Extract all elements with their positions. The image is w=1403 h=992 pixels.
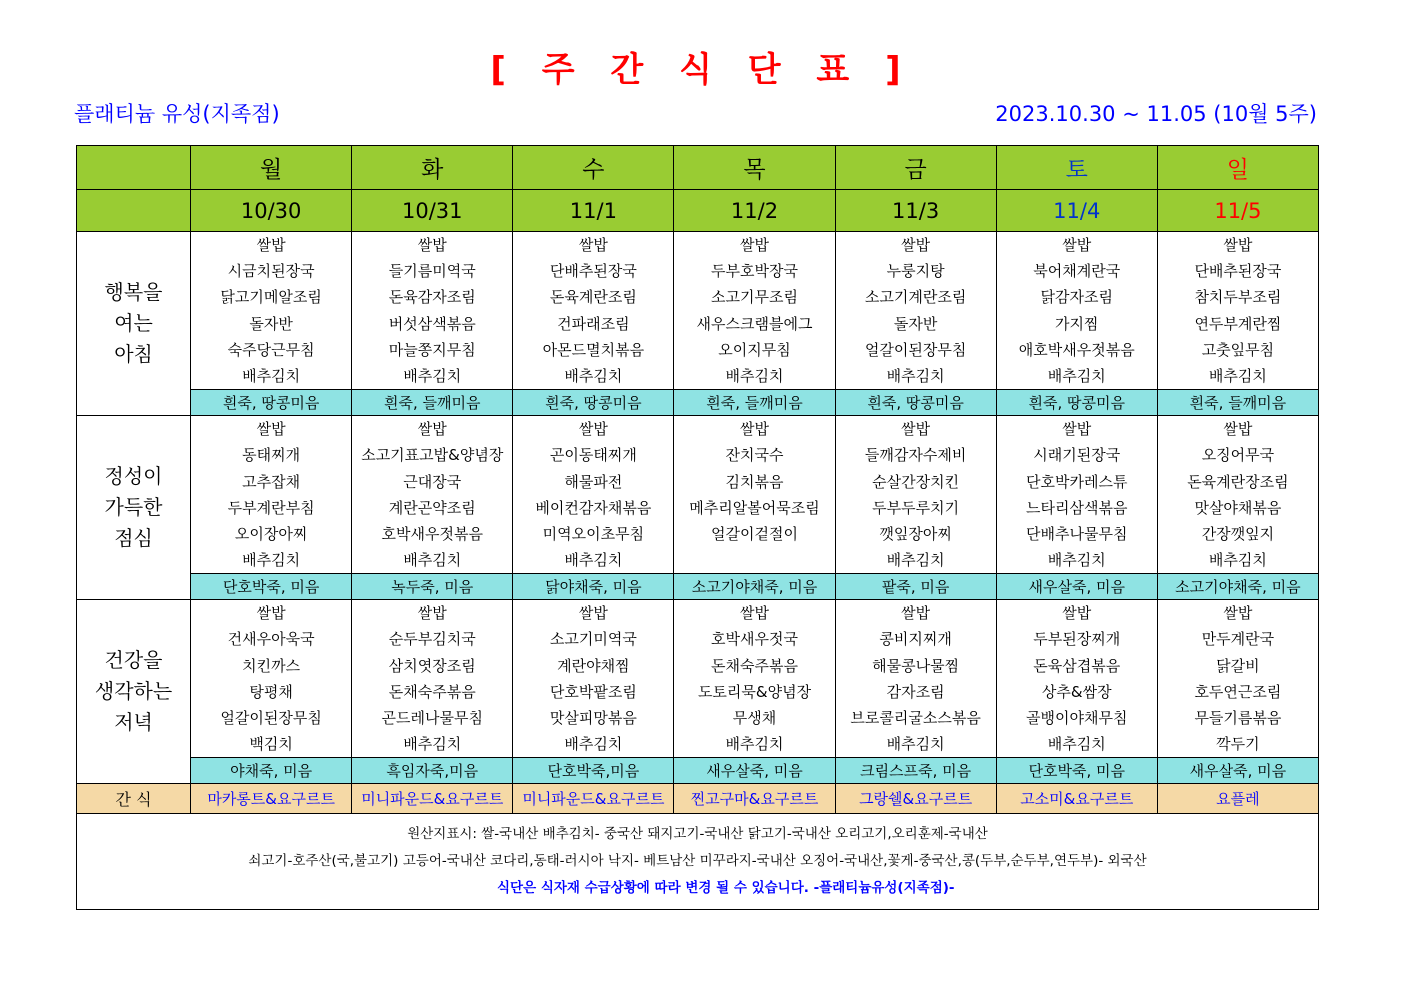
menu-item: 북어채계란국 xyxy=(1033,262,1121,281)
menu-item: 쌀밥 xyxy=(901,236,931,254)
snack-cell: 미니파운드&요구르트 xyxy=(352,784,513,814)
page-title: [ 주 간 식 단 표 ] xyxy=(490,50,913,90)
menu-cell xyxy=(996,600,1157,758)
menu-item: 오징어무국 xyxy=(1201,446,1275,465)
date-fri: 11/3 xyxy=(835,190,996,232)
meal-label-lunch xyxy=(77,416,191,600)
menu-item: 배추김치 xyxy=(564,735,623,754)
meal-row-lunch xyxy=(77,416,1319,574)
porridge-cell: 흰죽, 땅콩미음 xyxy=(996,390,1157,416)
snack-cell: 찐고구마&요구르트 xyxy=(674,784,835,814)
menu-item: 계란야채찜 xyxy=(557,656,630,675)
menu-item: 배추김치 xyxy=(564,551,623,570)
menu-item: 두부호박장국 xyxy=(711,262,798,281)
menu-item: 들기름미역국 xyxy=(388,262,476,281)
menu-item: 두부계란부침 xyxy=(227,498,315,517)
menu-item: 쌀밥 xyxy=(1062,604,1092,623)
menu-item: 버섯삼색볶음 xyxy=(388,314,476,333)
menu-item: 돈육계란장조림 xyxy=(1187,472,1289,491)
menu-item: 깍두기 xyxy=(1216,735,1260,754)
porridge-cell: 단호박죽, 미음 xyxy=(996,758,1157,784)
date-corner-cell xyxy=(77,190,191,232)
porridge-cell: 흰죽, 땅콩미음 xyxy=(835,390,996,416)
menu-item: 닭감자조림 xyxy=(1040,288,1113,307)
menu-item: 깻잎장아찌 xyxy=(879,524,952,543)
menu-item: 고추잡채 xyxy=(242,472,301,491)
menu-item: 골뱅이야채무침 xyxy=(1026,709,1128,727)
menu-item: 쌀밥 xyxy=(417,236,447,254)
menu-item: 누룽지탕 xyxy=(886,262,945,281)
meal-label-line: 생각하는 xyxy=(94,679,173,704)
menu-item: 백김치 xyxy=(249,735,293,754)
menu-item: 얼갈이겉절이 xyxy=(711,524,798,543)
menu-item: 숙주당근무침 xyxy=(227,340,315,359)
menu-item: 감자조림 xyxy=(886,682,945,701)
menu-cell xyxy=(996,232,1157,390)
menu-cell xyxy=(996,416,1157,574)
menu-item: 쌀밥 xyxy=(417,420,447,439)
day-thu: 목 xyxy=(674,146,835,190)
meal-label-line: 점심 xyxy=(114,526,153,551)
meal-label-line: 건강을 xyxy=(104,648,163,673)
menu-item: 배추김치 xyxy=(403,551,462,570)
menu-cell xyxy=(674,232,835,390)
menu-item: 도토리묵&양념장 xyxy=(697,682,812,701)
porridge-cell: 단호박죽, 미음 xyxy=(191,574,352,600)
menu-item: 얼갈이된장무침 xyxy=(220,709,322,727)
date-tue: 10/31 xyxy=(352,190,513,232)
menu-item: 배추김치 xyxy=(564,366,623,385)
menu-item: 해물파전 xyxy=(564,472,623,491)
porridge-cell: 흰죽, 땅콩미음 xyxy=(513,390,674,416)
origin-notice-line: 원산지표시: 쌀-국내산 배추김치- 중국산 돼지고기-국내산 닭고기-국내산 오리고기,오리훈제-국내산 xyxy=(407,826,988,843)
menu-item: 근대장국 xyxy=(403,472,462,491)
menu-item: 쌀밥 xyxy=(901,420,931,439)
porridge-row-dinner xyxy=(77,758,1319,784)
snack-cell: 요플레 xyxy=(1157,784,1318,814)
meal-label-line: 저녁 xyxy=(114,710,153,735)
meal-label-line: 아침 xyxy=(114,342,153,367)
menu-item: 돈채숙주볶음 xyxy=(388,682,476,701)
menu-cell xyxy=(674,416,835,574)
menu-item: 소고기무조림 xyxy=(711,288,798,307)
day-fri: 금 xyxy=(835,146,996,190)
menu-item: 돌자반 xyxy=(893,314,938,333)
menu-item: 돈육삼겹볶음 xyxy=(1033,656,1121,675)
menu-item: 시금치된장국 xyxy=(227,262,315,281)
menu-item: 단배추된장국 xyxy=(1194,262,1282,281)
menu-item: 들깨감자수제비 xyxy=(864,446,967,465)
menu-item: 쌀밥 xyxy=(578,420,608,439)
day-mon: 월 xyxy=(191,146,352,190)
menu-cell xyxy=(191,600,352,758)
porridge-cell: 새우살죽, 미음 xyxy=(674,758,835,784)
menu-item: 배추김치 xyxy=(725,735,784,754)
menu-item: 배추김치 xyxy=(886,735,945,754)
menu-item: 무들기름볶음 xyxy=(1194,709,1282,727)
menu-item: 건파래조림 xyxy=(557,314,630,333)
menu-item: 참치두부조림 xyxy=(1194,288,1282,307)
menu-item: 쌀밥 xyxy=(256,236,286,254)
menu-item: 단호박카레스튜 xyxy=(1026,472,1128,491)
menu-item: 베이컨감자채볶음 xyxy=(535,498,652,517)
menu-item: 곤이동태찌개 xyxy=(549,446,637,465)
menu-cell xyxy=(191,416,352,574)
menu-item: 브로콜리굴소스볶음 xyxy=(850,709,981,727)
porridge-cell: 새우살죽, 미음 xyxy=(996,574,1157,600)
menu-cell xyxy=(674,600,835,758)
menu-item: 쌀밥 xyxy=(1223,236,1253,254)
menu-cell xyxy=(352,600,513,758)
menu-item: 배추김치 xyxy=(1047,366,1106,385)
menu-item: 소고기미역국 xyxy=(549,630,637,649)
menu-item: 돈채숙주볶음 xyxy=(711,656,798,675)
menu-item: 배추김치 xyxy=(242,366,301,385)
menu-item: 돈육감자조림 xyxy=(388,288,476,307)
porridge-cell: 야채죽, 미음 xyxy=(191,758,352,784)
menu-item: 탕평채 xyxy=(249,682,293,701)
porridge-cell: 팥죽, 미음 xyxy=(835,574,996,600)
menu-item: 쌀밥 xyxy=(578,236,608,254)
menu-item: 호두연근조림 xyxy=(1194,682,1282,701)
snack-cell: 마카롱트&요구르트 xyxy=(191,784,352,814)
menu-item: 닭고기메알조림 xyxy=(220,288,322,307)
menu-item: 순살간장치킨 xyxy=(872,472,960,491)
menu-item: 호박새우젓국 xyxy=(711,630,798,649)
snack-cell: 그랑쉘&요구르트 xyxy=(835,784,996,814)
menu-item: 배추김치 xyxy=(1208,551,1267,570)
menu-item: 가지찜 xyxy=(1055,314,1099,333)
menu-item: 두부두루치기 xyxy=(872,498,960,517)
meal-label-line: 가득한 xyxy=(104,495,163,520)
menu-item: 맛살피망볶음 xyxy=(549,709,637,727)
porridge-cell: 새우살죽, 미음 xyxy=(1157,758,1318,784)
menu-item: 쌀밥 xyxy=(578,604,608,623)
weekly-menu-table xyxy=(76,145,1319,910)
snack-label: 간 식 xyxy=(77,784,191,814)
meal-row-dinner xyxy=(77,600,1319,758)
porridge-row-lunch xyxy=(77,574,1319,600)
menu-item: 소고기계란조림 xyxy=(864,288,967,307)
menu-item xyxy=(674,547,834,573)
menu-cell xyxy=(352,232,513,390)
menu-item: 상추&쌈장 xyxy=(1041,682,1112,701)
menu-item: 배추김치 xyxy=(403,735,462,754)
porridge-row-breakfast xyxy=(77,390,1319,416)
menu-item: 쌀밥 xyxy=(901,604,931,623)
snack-row xyxy=(77,784,1319,814)
menu-item: 쌀밥 xyxy=(1062,420,1092,439)
day-sun: 일 xyxy=(1157,146,1318,190)
menu-item: 시래기된장국 xyxy=(1033,446,1121,465)
porridge-cell: 소고기야채죽, 미음 xyxy=(1157,574,1318,600)
menu-cell xyxy=(835,600,996,758)
menu-item: 느타리삼색볶음 xyxy=(1026,498,1128,517)
menu-item: 배추김치 xyxy=(1047,735,1106,754)
menu-item: 계란곤약조림 xyxy=(388,498,476,517)
menu-item: 배추김치 xyxy=(403,366,462,385)
porridge-cell: 흰죽, 땅콩미음 xyxy=(191,390,352,416)
menu-item: 쌀밥 xyxy=(740,604,769,623)
menu-item: 배추김치 xyxy=(1047,551,1106,570)
menu-cell xyxy=(513,232,674,390)
menu-cell xyxy=(513,600,674,758)
day-sat: 토 xyxy=(996,146,1157,190)
menu-item: 연두부계란찜 xyxy=(1194,314,1282,333)
menu-item: 김치볶음 xyxy=(725,472,784,491)
menu-item: 미역오이초무침 xyxy=(542,524,645,543)
menu-item: 호박새우젓볶음 xyxy=(381,524,483,543)
porridge-cell: 크림스프죽, 미음 xyxy=(835,758,996,784)
porridge-cell: 단호박죽,미음 xyxy=(513,758,674,784)
menu-item: 닭갈비 xyxy=(1216,656,1260,675)
menu-item: 배추김치 xyxy=(1208,366,1267,385)
day-header-row xyxy=(77,146,1319,190)
menu-item: 배추김치 xyxy=(886,551,945,570)
menu-item: 쌀밥 xyxy=(1223,420,1253,439)
date-wed: 11/1 xyxy=(513,190,674,232)
menu-item: 단배추나물무침 xyxy=(1026,524,1128,543)
menu-cell xyxy=(1157,600,1318,758)
menu-item: 아몬드멸치볶음 xyxy=(542,340,645,359)
meal-row-breakfast xyxy=(77,232,1319,390)
menu-item: 해물콩나물찜 xyxy=(872,656,960,675)
menu-item: 쌀밥 xyxy=(1062,236,1092,254)
menu-item: 배추김치 xyxy=(886,366,945,385)
meal-label-dinner xyxy=(77,600,191,784)
menu-item: 단호박팥조림 xyxy=(549,682,637,701)
snack-cell: 미니파운드&요구르트 xyxy=(513,784,674,814)
menu-item: 쌀밥 xyxy=(740,420,769,439)
meal-label-breakfast xyxy=(77,232,191,416)
menu-item: 맛살야채볶음 xyxy=(1194,498,1282,517)
porridge-cell: 소고기야채죽, 미음 xyxy=(674,574,835,600)
menu-item: 배추김치 xyxy=(242,551,301,570)
menu-cell xyxy=(1157,416,1318,574)
menu-item: 단배추된장국 xyxy=(549,262,637,281)
menu-cell xyxy=(191,232,352,390)
meal-label-line: 정성이 xyxy=(104,464,163,489)
date-sun: 11/5 xyxy=(1157,190,1318,232)
menu-item: 쌀밥 xyxy=(256,420,286,439)
menu-item: 두부된장찌개 xyxy=(1033,630,1121,649)
snack-cell: 고소미&요구르트 xyxy=(996,784,1157,814)
date-mon: 10/30 xyxy=(191,190,352,232)
porridge-cell: 흰죽, 들깨미음 xyxy=(1157,390,1318,416)
menu-cell xyxy=(1157,232,1318,390)
menu-item: 순두부김치국 xyxy=(388,630,476,649)
date-thu: 11/2 xyxy=(674,190,835,232)
menu-item: 오이지무침 xyxy=(718,340,791,359)
meal-label-line: 여는 xyxy=(114,311,153,336)
menu-item: 오이장아찌 xyxy=(234,524,308,543)
date-row xyxy=(77,190,1319,232)
notes-row xyxy=(77,814,1319,910)
branch-name: 플래티늄 유성(지족점) xyxy=(74,102,280,126)
menu-item: 배추김치 xyxy=(725,366,784,385)
menu-item: 애호박새우젓볶음 xyxy=(1018,340,1135,359)
menu-cell xyxy=(352,416,513,574)
menu-item: 쌀밥 xyxy=(740,236,769,254)
menu-item: 돈육계란조림 xyxy=(549,288,637,307)
menu-cell xyxy=(835,416,996,574)
porridge-cell: 닭야채죽, 미음 xyxy=(513,574,674,600)
meal-label-line: 행복을 xyxy=(104,280,163,305)
menu-item: 쌀밥 xyxy=(1223,604,1253,623)
porridge-cell: 흰죽, 들깨미음 xyxy=(674,390,835,416)
menu-item: 삼치엿장조림 xyxy=(388,656,476,675)
day-wed: 수 xyxy=(513,146,674,190)
menu-change-notice: 식단은 식자재 수급상황에 따라 변경 될 수 있습니다. -플래티늄유성(지족점)- xyxy=(497,880,955,897)
menu-item: 건새우아욱국 xyxy=(227,630,315,649)
origin-notice-line: 쇠고기-호주산(국,불고기) 고등어-국내산 코다리,동태-러시아 낙지- 베트남산 미꾸라지-국내산 오징어-국내산,꽃게-중국산,콩(두부,순두부,연두부)- 외국산 xyxy=(248,853,1147,870)
date-sat: 11/4 xyxy=(996,190,1157,232)
corner-cell xyxy=(77,146,191,190)
menu-item: 쌀밥 xyxy=(256,604,286,623)
menu-item: 쌀밥 xyxy=(417,604,447,623)
menu-cell xyxy=(513,416,674,574)
menu-item: 치킨까스 xyxy=(242,656,301,675)
menu-item: 잔치국수 xyxy=(725,446,784,465)
porridge-cell: 흑임자죽,미음 xyxy=(352,758,513,784)
menu-item: 메추리알볼어묵조림 xyxy=(689,498,820,517)
menu-item: 고춧잎무침 xyxy=(1201,340,1275,359)
menu-period: 2023.10.30 ~ 11.05 (10월 5주) xyxy=(995,102,1317,126)
menu-item: 무생채 xyxy=(732,709,777,727)
menu-item: 얼갈이된장무침 xyxy=(864,340,967,359)
menu-item: 간장깻잎지 xyxy=(1201,524,1275,543)
menu-item: 만두계란국 xyxy=(1201,630,1275,649)
menu-cell xyxy=(835,232,996,390)
menu-item: 돌자반 xyxy=(249,314,293,333)
notes-cell xyxy=(77,814,1319,910)
menu-item: 소고기표고밥&양념장 xyxy=(361,446,504,465)
porridge-cell: 녹두죽, 미음 xyxy=(352,574,513,600)
day-tue: 화 xyxy=(352,146,513,190)
menu-item: 콩비지찌개 xyxy=(879,630,952,649)
menu-item: 동태찌개 xyxy=(242,446,301,465)
porridge-cell: 흰죽, 들깨미음 xyxy=(352,390,513,416)
menu-item: 마늘쫑지무침 xyxy=(388,340,476,359)
menu-item: 곤드레나물무침 xyxy=(381,709,483,727)
menu-item: 새우스크램블에그 xyxy=(696,314,813,333)
